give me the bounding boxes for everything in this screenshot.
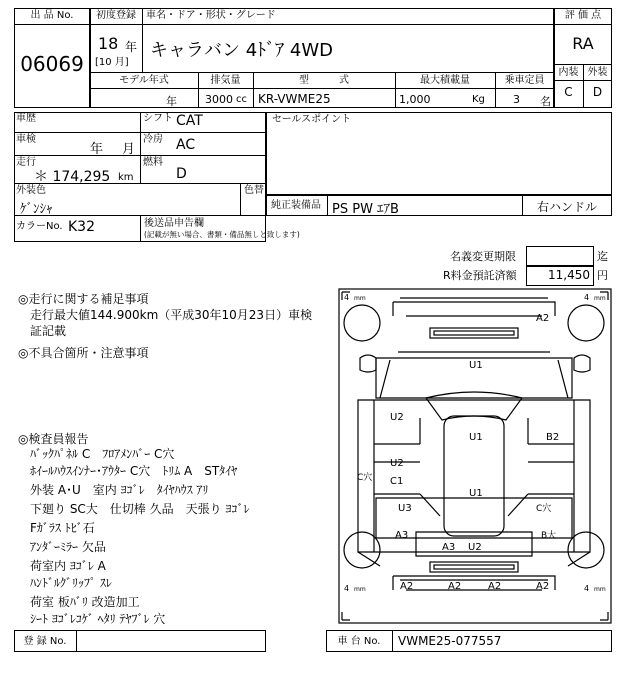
- rating-label: 評 価 点: [564, 10, 602, 21]
- inspector-line: 荷室 板ﾊﾞﾘ 改造加工: [30, 595, 140, 609]
- model-year-label: モデル年式: [119, 75, 169, 86]
- mark-left-rear-quarter: U3: [398, 503, 412, 514]
- aftermarket-label: 後送品申告欄: [144, 218, 204, 229]
- mark-left-front-door: U2: [390, 412, 404, 423]
- displacement-label: 排気量: [210, 75, 241, 86]
- chassis-label: 車 台 No.: [337, 636, 381, 647]
- mileage-note-line2: 証記載: [30, 324, 67, 338]
- inspector-line: 荷室内 ﾖｺﾞﾚ A: [30, 559, 106, 573]
- name-change-unit: 迄: [597, 250, 608, 263]
- load-unit: Kg: [472, 94, 485, 105]
- exterior-color: ｹﾞﾝｼｬ: [20, 202, 53, 217]
- model-label: 型 式: [299, 75, 349, 86]
- tire-depth-rl: 4: [344, 584, 350, 593]
- interior-label: 内装: [558, 67, 579, 78]
- fuel-label: 燃料: [143, 157, 163, 168]
- name-change-label: 名義変更期限: [450, 250, 516, 263]
- color-no: K32: [68, 219, 95, 235]
- inspector-line: 下廻り SC大 仕切棒 久品 天張り ﾖｺﾞﾚ: [30, 502, 250, 516]
- displacement: 3000: [205, 93, 233, 106]
- year-unit: 年: [125, 40, 138, 54]
- name-change-box: [526, 246, 594, 266]
- defects-section-title: ◎不具合箇所・注意事項: [18, 346, 149, 360]
- ac-label: 冷房: [143, 134, 163, 145]
- model: KR-VWME25: [258, 92, 331, 106]
- mileage-unit: km: [118, 172, 134, 183]
- lot-number: 06069: [20, 52, 84, 76]
- svg-text:mm: mm: [354, 586, 366, 593]
- car-name-label: 車名・ドア・形状・グレード: [146, 10, 276, 21]
- color-no-label: カラーNo.: [16, 221, 63, 232]
- shift-label: シフト: [143, 113, 173, 124]
- inspector-line: 外装 A･U 室内 ﾖｺﾞﾚ ﾀｲﾔﾊｳｽ ｱﾘ: [30, 483, 209, 497]
- interior-grade: C: [564, 85, 573, 99]
- first-reg-year: 18: [98, 34, 119, 53]
- color-change-label: 色替: [244, 185, 264, 196]
- fuel: D: [176, 166, 187, 182]
- mark-rear-bumper-2: A2: [448, 581, 462, 592]
- load-label: 最大積載量: [420, 75, 470, 86]
- tire-depth-rr: 4: [584, 584, 590, 593]
- inspection-label: 車検: [16, 134, 36, 145]
- mark-hood: U1: [469, 360, 483, 371]
- handle-side: 右ハンドル: [536, 200, 597, 214]
- inspector-line: ﾊﾝﾄﾞﾙｸﾞﾘｯﾌﾟ ｽﾚ: [30, 576, 112, 590]
- equipment: PS PW ｴｱB: [332, 202, 399, 217]
- recycle-label: R料金預託済額: [443, 269, 517, 282]
- mark-front-bumper: A2: [536, 313, 550, 324]
- model-year-unit: 年: [166, 95, 177, 108]
- capacity-label: 乗車定員: [504, 75, 545, 86]
- inspection-year: 年: [90, 142, 104, 157]
- mark-roof-rear: U1: [469, 488, 483, 499]
- inspector-line: Fｶﾞﾗｽ ﾄﾋﾞ石: [30, 521, 95, 535]
- first-reg-month: [10 月]: [95, 57, 129, 68]
- aftermarket-note: (記載が無い場合、書類・備品無しと致します): [144, 230, 300, 239]
- mileage-note-line1: 走行最大値144.900km（平成30年10月23日）車検: [30, 308, 313, 322]
- inspection-month: 月: [122, 142, 136, 157]
- car-name: キャラバン 4ﾄﾞｱ 4WD: [150, 40, 334, 61]
- mark-right-rear-wheel: B大: [541, 531, 557, 541]
- inspector-line: ｱﾝﾀﾞｰﾐﾗｰ 欠品: [30, 540, 106, 554]
- load: 1,000: [399, 93, 431, 106]
- lot-label: 出 品 No.: [30, 10, 74, 21]
- mark-left-rear-wheel: A3: [395, 530, 409, 541]
- shift: CAT: [176, 113, 203, 129]
- mark-rear-bumper-3: A2: [488, 581, 502, 592]
- svg-text:mm: mm: [354, 295, 366, 302]
- chassis-number: VWME25-077557: [398, 634, 502, 648]
- exterior-color-label: 外装色: [16, 185, 46, 196]
- inspector-line: ﾎｲｰﾙﾊｳｽｲﾝﾅｰ･ｱｳﾀｰ C穴 ﾄﾘﾑ A STﾀｲﾔ: [30, 464, 238, 478]
- reg-no-label: 登 録 No.: [23, 636, 67, 647]
- mark-back-panel-a: A3: [442, 542, 456, 553]
- mark-rear-bumper-4: A2: [536, 581, 550, 592]
- tire-depth-fr: 4: [584, 293, 590, 302]
- mark-right-door: B2: [546, 432, 560, 443]
- svg-text:mm: mm: [594, 586, 606, 593]
- exterior-grade: D: [592, 85, 603, 99]
- inspector-section-title: ◎検査員報告: [18, 432, 89, 446]
- mark-left-slide-lower: C1: [390, 476, 404, 487]
- ac: AC: [176, 137, 196, 153]
- mileage: ＊ 174,295: [34, 169, 111, 185]
- mileage-section-title: ◎走行に関する補足事項: [18, 292, 149, 306]
- exterior-label: 外装: [587, 67, 608, 78]
- mark-left-slide-door: U2: [390, 458, 404, 469]
- equipment-label: 純正装備品: [271, 200, 321, 211]
- mark-left-sill: C穴: [357, 473, 373, 483]
- mark-back-panel-u: U2: [468, 542, 482, 553]
- mark-right-rear-quarter: C穴: [536, 504, 552, 514]
- car-damage-diagram: [338, 288, 612, 624]
- rating-value: RA: [572, 34, 594, 53]
- capacity-unit: 名: [540, 95, 551, 108]
- mark-rear-bumper-1: A2: [400, 581, 414, 592]
- tire-depth-fl: 4: [344, 293, 350, 302]
- inspector-line: ﾊﾞｯｸﾊﾟﾈﾙ C ﾌﾛｱﾒﾝﾊﾞｰ C穴: [30, 447, 175, 461]
- sales-point-label: セールスポイント: [272, 114, 352, 125]
- svg-text:mm: mm: [594, 295, 606, 302]
- displacement-unit: cc: [236, 94, 247, 105]
- first-reg-label: 初度登録: [96, 10, 136, 21]
- recycle: 11,450: [548, 268, 590, 282]
- inspector-line: ｼｰﾄ ﾖｺﾞﾚｺｹﾞ ﾍﾀﾘ ﾃﾔﾌﾞﾚ 穴: [30, 612, 166, 626]
- history-label: 車歴: [16, 113, 36, 124]
- mark-roof-front: U1: [469, 432, 483, 443]
- capacity: 3: [513, 93, 520, 106]
- mileage-label: 走行: [16, 157, 36, 168]
- recycle-unit: 円: [597, 269, 608, 282]
